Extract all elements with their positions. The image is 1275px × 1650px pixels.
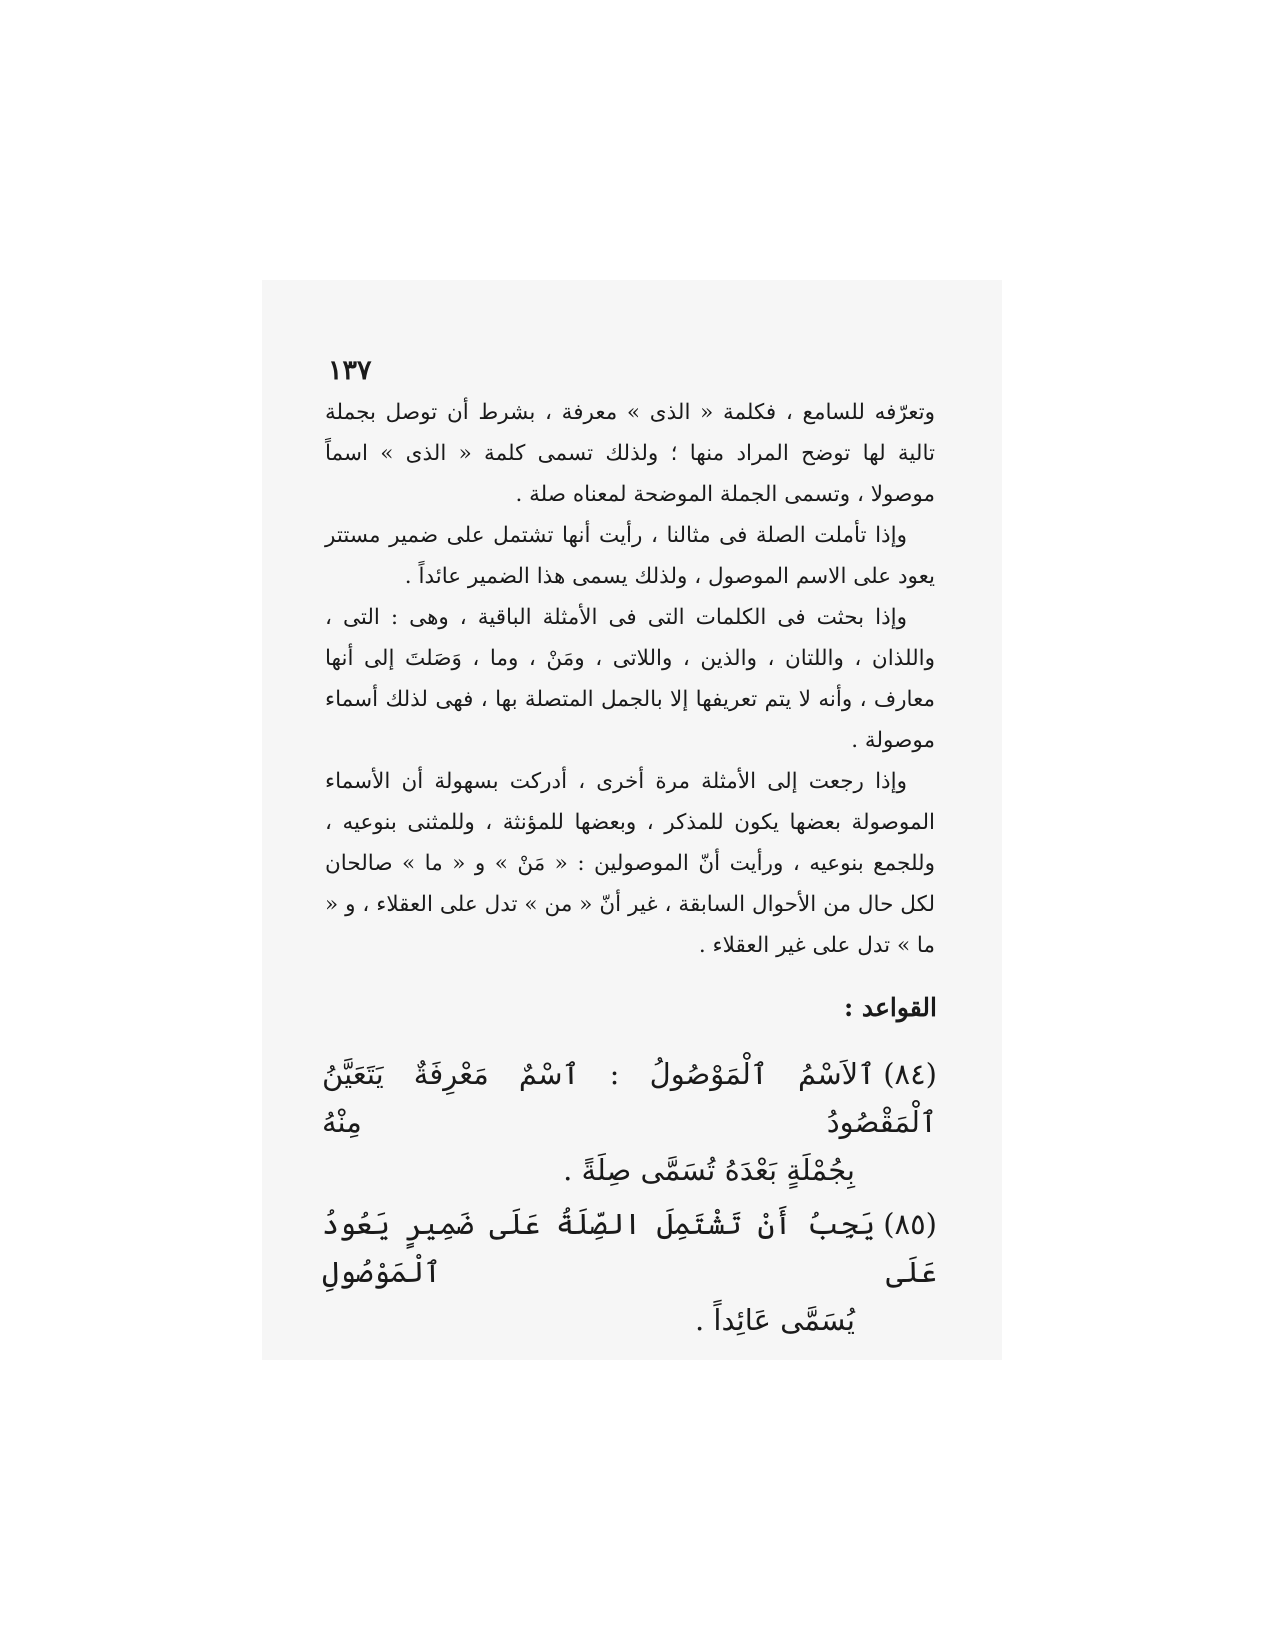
page-number: ١٣٧: [328, 355, 372, 386]
body-text: [325, 392, 935, 966]
rule-text: ٱلاَسْمُ ٱلْمَوْصُولُ : ٱسْمٌ مَعْرِفَةٌ يَتَعَيَّنُ ٱلْمَقْصُودُ مِنْهُ: [322, 1057, 937, 1139]
paragraph-2: وإذا تأملت الصلة فى مثالنا ، رأيت أنها تشتمل على ضمير مستتر يعود على الاسم الموصول ، ولذلك يسمى هذا الضمير عائداً .: [325, 523, 935, 589]
rule-text: يَجِبُ أَنْ تَشْتَمِلَ الصِّلَةُ عَلَى ضَمِيرٍ يَعُودُ عَلَى ٱلْمَوْصُولِ: [322, 1207, 937, 1289]
paragraph-1: وتعرّفه للسامع ، فكلمة « الذى » معرفة ، بشرط أن توصل بجملة تالية لها توضح المراد منها ؛ ولذلك تسمى كلمة « الذى » اسماً موصولا ، وتسمى الجملة الموضحة لمعناه صلة .: [325, 400, 935, 507]
rule-number: (٨٥): [883, 1207, 937, 1241]
rule-84: [322, 1050, 937, 1194]
rule-85-line-2: يُسَمَّى عَائِداً .: [694, 1303, 855, 1337]
rule-number: (٨٤): [883, 1057, 937, 1091]
rule-84-line-1: [322, 1050, 937, 1146]
rule-84-line-2: بِجُمْلَةٍ بَعْدَهُ تُسَمَّى صِلَةً .: [563, 1153, 855, 1187]
rule-85-line-1: [322, 1200, 937, 1296]
rules-list: [322, 1050, 937, 1350]
paragraph-3: وإذا بحثت فى الكلمات التى فى الأمثلة الباقية ، وهى : التى ، واللذان ، واللتان ، والذين ، واللاتى ، ومَنْ ، وما ، وَصَلتَ إلى أنها معارف ، وأنه لا يتم تعريفها إلا بالجمل المتصلة بها ، فهى لذلك أسماء موصولة .: [325, 605, 935, 753]
rule-85: [322, 1200, 937, 1344]
rules-heading: القواعد :: [843, 993, 937, 1022]
paragraph-4: وإذا رجعت إلى الأمثلة مرة أخرى ، أدركت بسهولة أن الأسماء الموصولة بعضها يكون للمذكر ، وبعضها للمؤنثة ، وللمثنى بنوعيه ، وللجمع بنوعيه ، ورأيت أنّ الموصولين : « مَنْ » و « ما » صالحان لكل حال من الأحوال السابقة ، غير أنّ « من » تدل على العقلاء ، و « ما » تدل على غير العقلاء .: [325, 769, 935, 958]
